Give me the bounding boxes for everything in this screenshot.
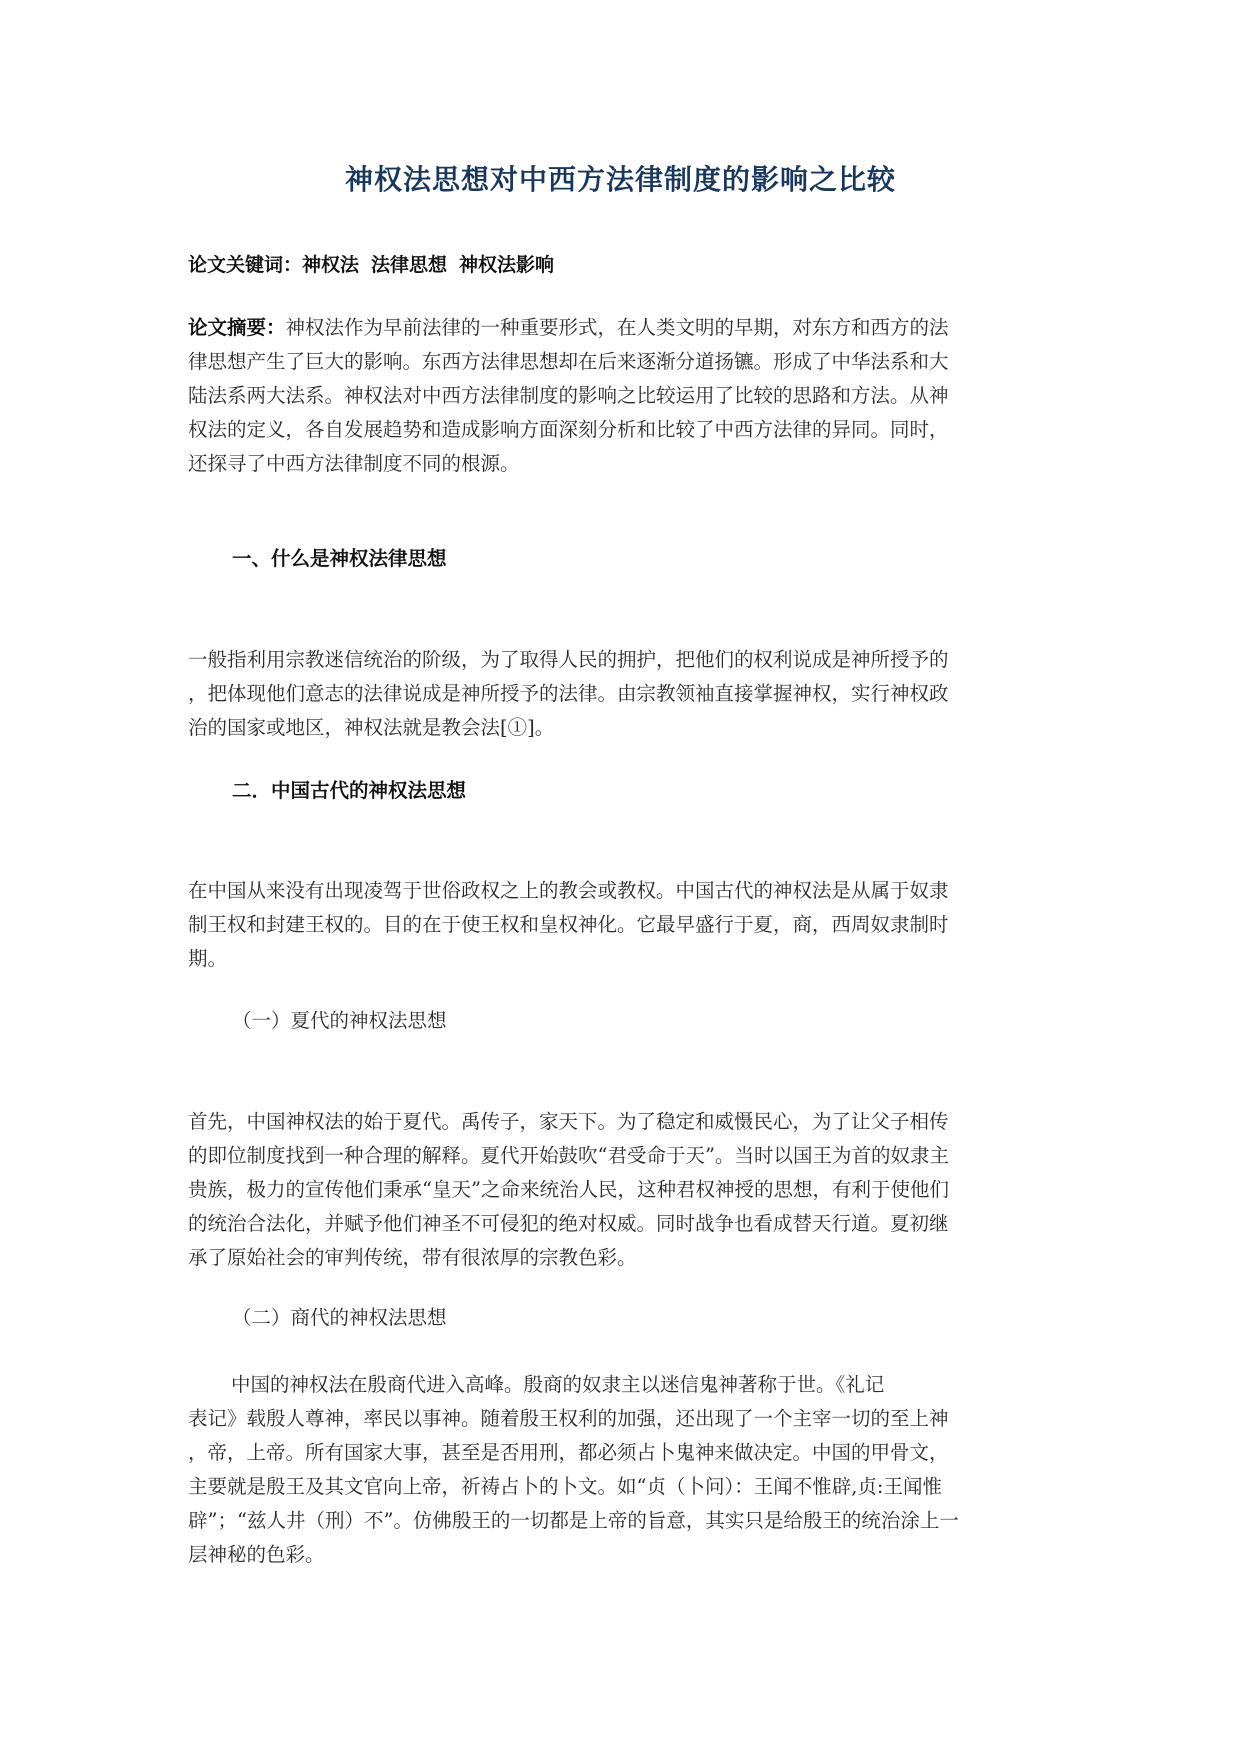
abstract-line: 陆法系两大法系。神权法对中西方法律制度的影响之比较运用了比较的思路和方法。从神 (188, 384, 949, 407)
abstract-line: 论文摘要：神权法作为早前法律的一种重要形式，在人类文明的早期，对东方和西方的法 (188, 316, 949, 339)
paragraph-line: 期。 (188, 947, 228, 970)
section-heading-1: 一、什么是神权法律思想 (232, 547, 447, 570)
paragraph-line: 一般指利用宗教迷信统治的阶级，为了取得人民的拥护，把他们的权利说成是神所授予的 (188, 648, 949, 671)
paragraph-line: 首先，中国神权法的始于夏代。禹传子，家天下。为了稳定和威慑民心，为了让父子相传 (188, 1110, 949, 1133)
paragraph-line: 承了原始社会的审判传统，带有很浓厚的宗教色彩。 (188, 1246, 637, 1269)
paragraph-line: 表记》载殷人尊神，率民以事神。随着殷王权利的加强，还出现了一个主宰一切的至上神 (188, 1407, 949, 1430)
paragraph-line: 主要就是殷王及其文官向上帝，祈祷占卜的卜文。如“贞（卜问）：王闻不惟辟,贞:王闻惟 (188, 1475, 942, 1498)
keyword-item: 神权法影响 (459, 254, 555, 276)
abstract-line: 还探寻了中西方法律制度不同的根源。 (188, 452, 520, 475)
abstract-line: 权法的定义，各自发展趋势和造成影响方面深刻分析和比较了中西方法律的异同。同时， (188, 418, 949, 441)
section-2-paragraph (188, 874, 1053, 976)
paragraph-line: 层神秘的色彩。 (188, 1543, 325, 1566)
paragraph-line: ，把体现他们意志的法律说成是神所授予的法律。由宗教领袖直接掌握神权，实行神权政 (188, 682, 949, 705)
subsection-heading-1: （一）夏代的神权法思想 (232, 1009, 447, 1032)
paragraph-line: 贵族，极力的宣传他们秉承“皇天”之命来统治人民，这种君权神授的思想，有利于使他们 (188, 1178, 949, 1201)
paragraph-line: 在中国从来没有出现凌驾于世俗政权之上的教会或教权。中国古代的神权法是从属于奴隶 (188, 879, 949, 902)
section-1-paragraph (188, 643, 1053, 745)
paragraph-line: ，帝，上帝。所有国家大事，甚至是否用刑，都必须占卜鬼神来做决定。中国的甲骨文， (188, 1441, 949, 1464)
abstract-paragraph (188, 311, 1053, 481)
paragraph-line: 中国的神权法在殷商代进入高峰。殷商的奴隶主以迷信鬼神著称于世。《礼记 (231, 1373, 885, 1396)
subsection-1-paragraph (188, 1105, 1053, 1275)
document-title: 神权法思想对中西方法律制度的影响之比较 (344, 163, 896, 196)
abstract-line: 律思想产生了巨大的影响。东西方法律思想却在后来逐渐分道扬镳。形成了中华法系和大 (188, 350, 949, 373)
paragraph-line: 辟”；“兹人井（刑）不”。仿佛殷王的一切都是上帝的旨意，其实只是给殷王的统治涂上一 (188, 1509, 959, 1532)
section-heading-2: 二．中国古代的神权法思想 (232, 779, 467, 802)
subsection-2-paragraph (188, 1368, 1053, 1572)
paragraph-line: 制王权和封建王权的。目的在于使王权和皇权神化。它最早盛行于夏，商，西周奴隶制时 (188, 913, 949, 936)
keywords-line (188, 250, 566, 280)
paragraph-line: 治的国家或地区，神权法就是教会法[①]。 (188, 716, 555, 739)
abstract-label: 论文摘要： (188, 316, 286, 339)
paragraph-line: 的统治合法化，并赋予他们神圣不可侵犯的绝对权威。同时战争也看成替天行道。夏初继 (188, 1212, 949, 1235)
subsection-heading-2: （二）商代的神权法思想 (232, 1306, 447, 1329)
keyword-item: 神权法 (302, 254, 360, 276)
keyword-item: 法律思想 (371, 254, 448, 276)
paragraph-line: 的即位制度找到一种合理的解释。夏代开始鼓吹“君受命于天”。当时以国王为首的奴隶主 (188, 1144, 949, 1167)
keywords-label: 论文关键词： (188, 254, 303, 276)
